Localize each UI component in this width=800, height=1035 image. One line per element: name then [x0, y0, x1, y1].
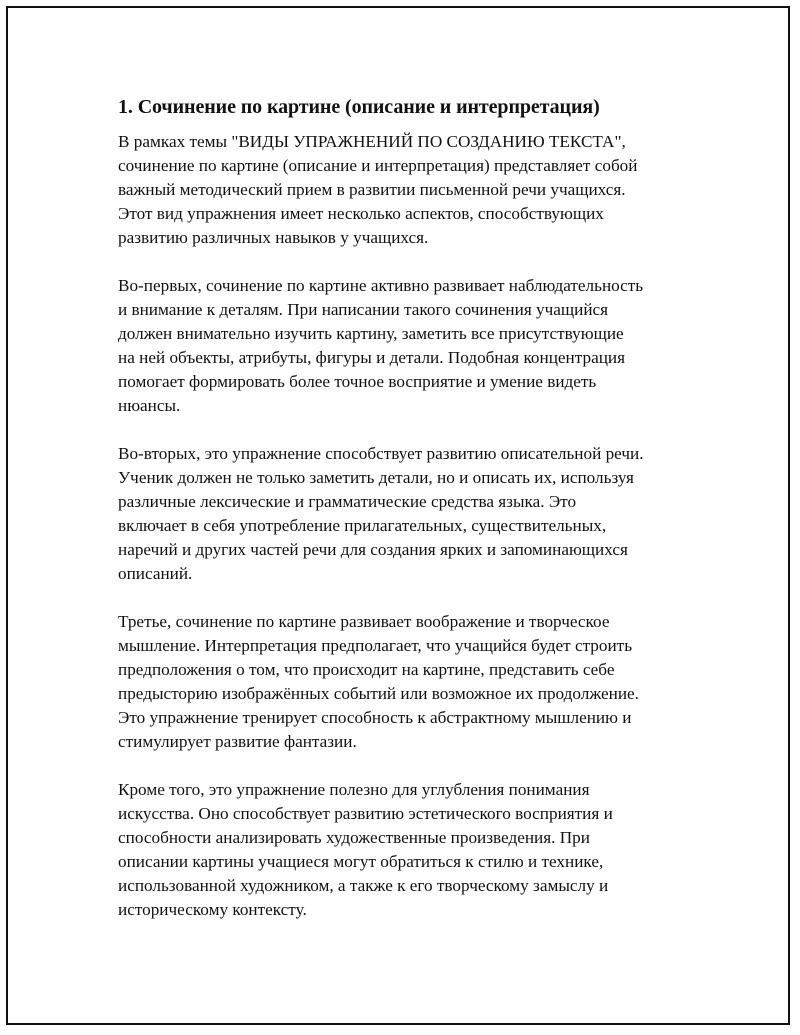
paragraph-imagination: Третье, сочинение по картине развивает воображение и творческое мышление. Интерпретация предполагает, что учащийся будет строить предположения о том, что происходит на картине, представить себе предысторию изображённых событий или возможное их продолжение. Это упражнение тренирует способность к абстрактному мышлению и стимулирует развитие фантазии. [118, 612, 639, 751]
document-body [118, 94, 698, 946]
paragraph-art-understanding: Кроме того, это упражнение полезно для углубления понимания искусства. Оно способствует развитию эстетического восприятия и способности анализировать художественные произведения. При описании картины учащиеся могут обратиться к стилю и технике, использованной художником, а также к его творческому замыслу и историческому контексту. [118, 780, 613, 919]
section-heading: 1. Сочинение по картине (описание и интерпретация) [118, 96, 600, 118]
paragraph-observation: Во-первых, сочинение по картине активно развивает наблюдательность и внимание к деталям. При написании такого сочинения учащийся должен внимательно изучить картину, заметить все присутствующие на ней объекты, атрибуты, фигуры и детали. Подобная концентрация помогает формировать более точное восприятие и умение видеть нюансы. [118, 276, 644, 415]
paragraph-descriptive-speech: Во-вторых, это упражнение способствует развитию описательной речи. Ученик должен не только заметить детали, но и описать их, используя различные лексические и грамматические средства языка. Это включает в себя употребление прилагательных, существительных, наречий и других частей речи для создания ярких и запоминающихся описаний. [118, 444, 644, 583]
paragraph-intro: В рамках темы "ВИДЫ УПРАЖНЕНИЙ ПО СОЗДАНИЮ ТЕКСТА", сочинение по картине (описание и интерпретация) представляет собой важный методический прием в развитии письменной речи учащихся. Этот вид упражнения имеет несколько аспектов, способствующих развитию различных навыков у учащихся. [118, 132, 638, 247]
